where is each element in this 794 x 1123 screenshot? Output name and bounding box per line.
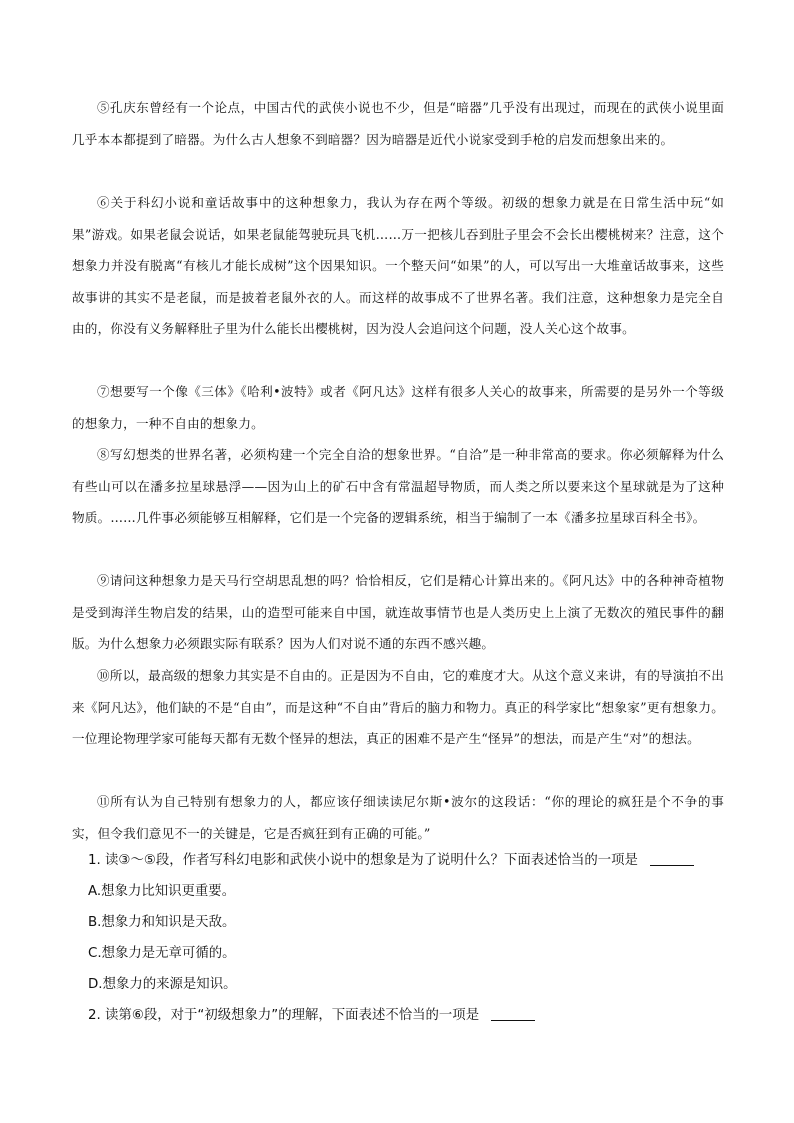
question-number: 1. bbox=[88, 853, 101, 868]
paragraph-10: ⑩所以，最高级的想象力其实是不自由的。正是因为不自由，它的难度才大。从这个意义来讲，有的导演拍不出来《阿凡达》，他们缺的不是“自由”，而是这种“不自由”背后的脑力和物力。真正的科学家比“想象家”更有想象力。一位理论物理学家可能每天都有无数个怪异的想法，真正的困难不是产生“怪异”的想法，而是产生“对”的想法。 bbox=[72, 668, 724, 746]
option-a: A.想象力比知识更重要。 bbox=[88, 884, 236, 899]
question-text: 读第⑥段，对于“初级想象力”的理解，下面表述不恰当的一项是 bbox=[105, 1008, 480, 1023]
paragraph-6: ⑥关于科幻小说和童话故事中的这种想象力，我认为存在两个等级。初级的想象力就是在日常生活中玩“如果”游戏。如果老鼠会说话，如果老鼠能驾驶玩具飞机……万一把核儿吞到肚子里会不会长出樱桃树来？注意，这个想象力并没有脱离“有核儿才能长成树”这个因果知识。一个整天问“如果”的人，可以写出一大堆童话故事来，这些故事讲的其实不是老鼠，而是披着老鼠外衣的人。而这样的故事成不了世界名著。我们注意，这种想象力是完全自由的，你没有义务解释肚子里为什么能长出樱桃树，因为没人会追问这个问题，没人关心这个故事。 bbox=[72, 195, 724, 336]
question-2 bbox=[88, 1006, 535, 1026]
answer-blank[interactable] bbox=[650, 851, 694, 866]
paragraph-11: ⑪所有认为自己特别有想象力的人，都应该仔细读读尼尔斯•波尔的这段话：“你的理论的疯狂是个不争的事实，但令我们意见不一的关键是，它是否疯狂到有正确的可能。” bbox=[72, 794, 724, 841]
question-number: 2. bbox=[88, 1008, 101, 1023]
paragraph-9: ⑨请问这种想象力是天马行空胡思乱想的吗？恰恰相反，它们是精心计算出来的。《阿凡达》中的各种神奇植物是受到海洋生物启发的结果，山的造型可能来自中国，就连故事情节也是人类历史上上演了无数次的殖民事件的翻版。为什么想象力必须跟实际有联系？因为人们对说不通的东西不感兴趣。 bbox=[72, 573, 724, 651]
question-text: 读③～⑤段，作者写科幻电影和武侠小说中的想象是为了说明什么？下面表述恰当的一项是 bbox=[105, 853, 638, 868]
option-b: B.想象力和知识是天敌。 bbox=[88, 915, 236, 930]
answer-blank[interactable] bbox=[491, 1006, 535, 1021]
option-d: D.想象力的来源是知识。 bbox=[88, 977, 237, 992]
paragraph-5: ⑤孔庆东曾经有一个论点，中国古代的武侠小说也不少，但是“暗器”几乎没有出现过，而现在的武侠小说里面几乎本本都提到了暗器。为什么古人想象不到暗器？因为暗器是近代小说家受到手枪的启发而想象出来的。 bbox=[72, 100, 724, 147]
option-c: C.想象力是无章可循的。 bbox=[88, 946, 236, 961]
paragraph-8: ⑧写幻想类的世界名著，必须构建一个完全自洽的想象世界。“自洽”是一种非常高的要求。你必须解释为什么有些山可以在潘多拉星球悬浮——因为山上的矿石中含有常温超导物质，而人类之所以要来这个星球就是为了这种物质。……几件事必须能够互相解释，它们是一个完备的逻辑系统，相当于编制了一本《潘多拉星球百科全书》。 bbox=[72, 447, 724, 525]
question-1 bbox=[88, 851, 694, 871]
paragraph-7: ⑦想要写一个像《三体》《哈利•波特》或者《阿凡达》这样有很多人关心的故事来，所需要的是另外一个等级的想象力，一种不自由的想象力。 bbox=[72, 384, 724, 431]
